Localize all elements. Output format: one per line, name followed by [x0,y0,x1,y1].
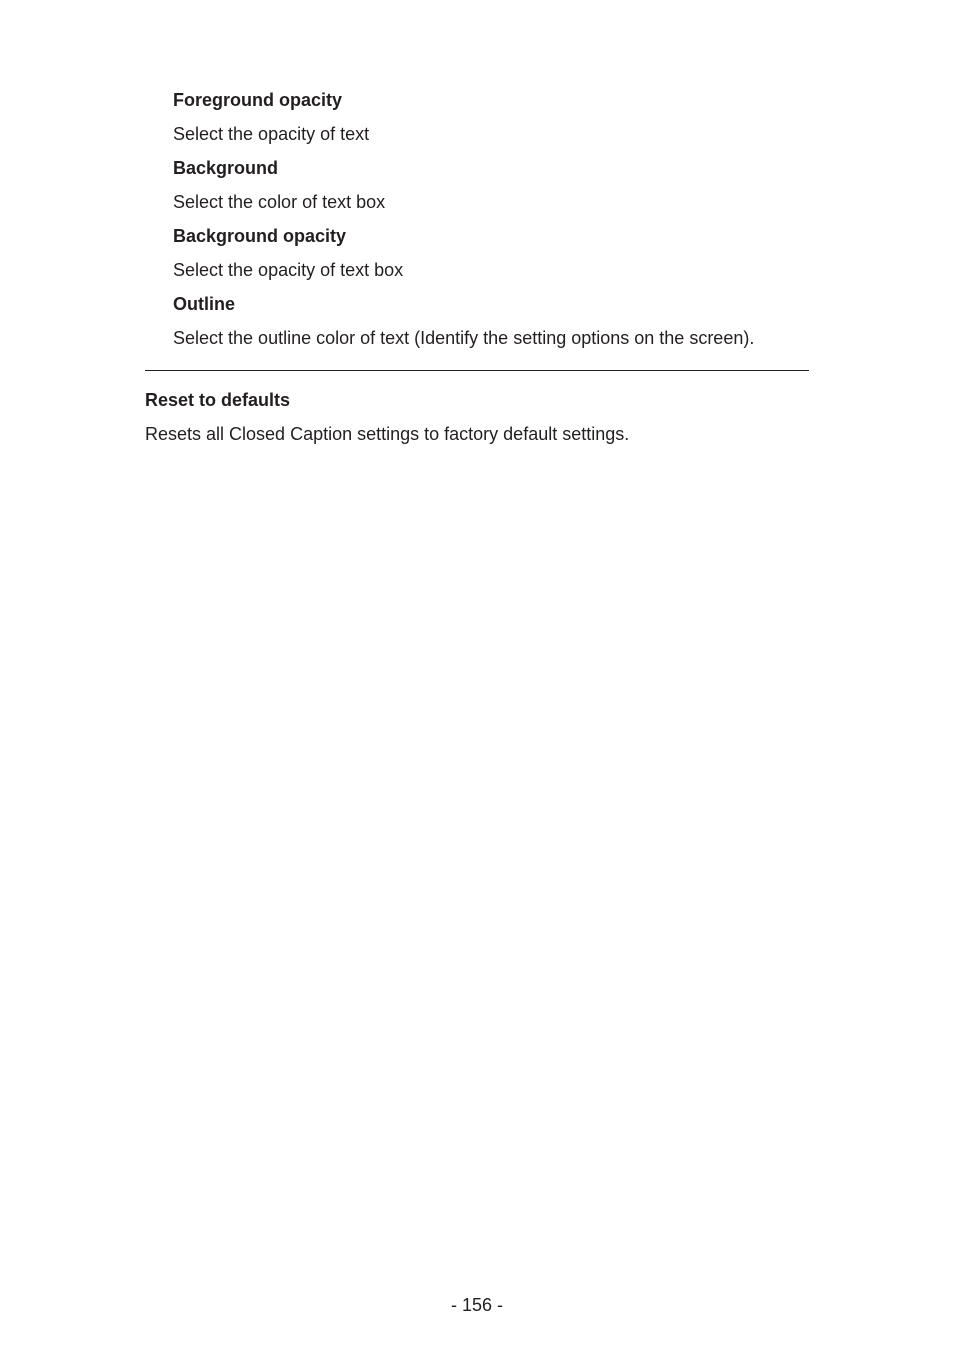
setting-description-foreground-opacity: Select the opacity of text [173,124,370,144]
setting-description-background-opacity: Select the opacity of text box [173,260,404,280]
setting-title-background: Background [173,158,279,178]
page-number: - 156 - [450,1295,504,1315]
reset-to-defaults-title: Reset to defaults [145,390,291,410]
setting-description-background: Select the color of text box [173,192,386,212]
setting-title-foreground-opacity: Foreground opacity [173,90,343,110]
section-divider [145,370,809,371]
reset-to-defaults-description: Resets all Closed Caption settings to factory default settings. [145,424,630,444]
setting-title-outline: Outline [173,294,235,314]
setting-description-outline: Select the outline color of text (Identify the setting options on the screen). [173,328,755,348]
setting-title-background-opacity: Background opacity [173,226,347,246]
